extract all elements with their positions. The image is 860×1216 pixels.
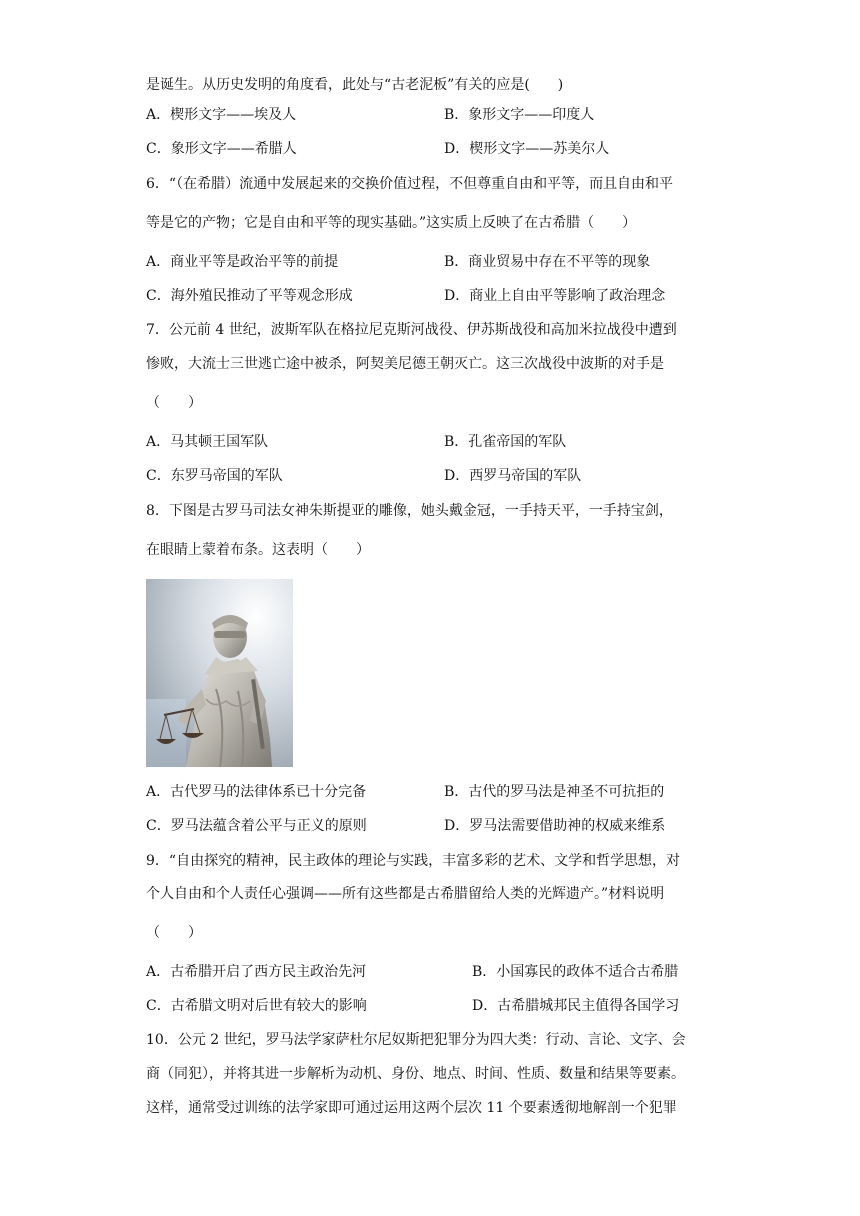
q8-stem-line1: 8．下图是古罗马司法女神朱斯提亚的雕像，她头戴金冠，一手持天平，一手持宝剑， — [146, 503, 673, 519]
q5-option-b: B．象形文字——印度人 — [444, 107, 595, 123]
q9-option-b: B．小国寡民的政体不适合古希腊 — [472, 964, 679, 980]
q6-option-d: D．商业上自由平等影响了政治理念 — [444, 288, 666, 304]
q7-stem-line2: 惨败，大流士三世逃亡途中被杀，阿契美尼德王朝灭亡。这三次战役中波斯的对手是 — [146, 356, 664, 372]
q8-option-b: B．古代的罗马法是神圣不可抗拒的 — [444, 784, 665, 800]
q9-option-d: D．古希腊城邦民主值得各国学习 — [472, 998, 680, 1014]
q9-option-c: C．古希腊文明对后世有较大的影响 — [146, 998, 367, 1014]
q7-stem-line1: 7．公元前 4 世纪，波斯军队在格拉尼克斯河战役、伊苏斯战役和高加米拉战役中遭到 — [146, 322, 677, 338]
q7-option-c: C．东罗马帝国的军队 — [146, 468, 283, 484]
q5-option-d: D．楔形文字——苏美尔人 — [444, 141, 610, 157]
q9-stem-line2: 个人自由和个人责任心强调——所有这些都是古希腊留给人类的光辉遗产。”材料说明 — [146, 886, 665, 902]
q6-option-b: B．商业贸易中存在不平等的现象 — [444, 254, 651, 270]
q6-option-a: A．商业平等是政治平等的前提 — [146, 254, 339, 270]
q8-option-d: D．罗马法需要借助神的权威来维系 — [444, 818, 666, 834]
q10-stem-line1: 10．公元 2 世纪，罗马法学家萨杜尔尼奴斯把犯罪分为四大类：行动、言论、文字、会 — [146, 1032, 686, 1048]
q6-option-c: C．海外殖民推动了平等观念形成 — [146, 288, 353, 304]
q9-stem-line1: 9．“自由探究的精神，民主政体的理论与实践，丰富多彩的艺术、文学和哲学思想，对 — [146, 853, 681, 869]
q7-answer-paren: （ ） — [146, 395, 202, 411]
q5-option-a: A．楔形文字——埃及人 — [146, 107, 297, 123]
q10-stem-line3: 这样，通常受过训练的法学家即可通过运用这两个层次 11 个要素透彻地解剖一个犯罪 — [146, 1100, 677, 1116]
justitia-statue-photo — [146, 579, 293, 767]
q9-answer-paren: （ ） — [146, 925, 202, 941]
q7-option-d: D．西罗马帝国的军队 — [444, 468, 582, 484]
q6-stem-line2: 等是它的产物；它是自由和平等的现实基础。”这实质上反映了在古希腊（ ） — [146, 215, 637, 231]
q7-option-b: B．孔雀帝国的军队 — [444, 434, 567, 450]
q5-option-c: C．象形文字——希腊人 — [146, 141, 297, 157]
q9-option-a: A．古希腊开启了西方民主政治先河 — [146, 964, 367, 980]
q7-option-a: A．马其顿王国军队 — [146, 434, 269, 450]
q8-option-a: A．古代罗马的法律体系已十分完备 — [146, 784, 367, 800]
q10-stem-line2: 商（同犯），并将其进一步解析为动机、身份、地点、时间、性质、数量和结果等要素。 — [146, 1066, 685, 1082]
q8-option-c: C．罗马法蕴含着公平与正义的原则 — [146, 818, 367, 834]
q5-stem-tail: 是诞生。从历史发明的角度看，此处与“古老泥板”有关的应是( ) — [146, 77, 564, 93]
q8-stem-line2: 在眼睛上蒙着布条。这表明（ ） — [146, 542, 370, 558]
q6-stem-line1: 6．“（在希腊）流通中发展起来的交换价值过程，不但尊重自由和平等，而且自由和平 — [146, 176, 674, 192]
